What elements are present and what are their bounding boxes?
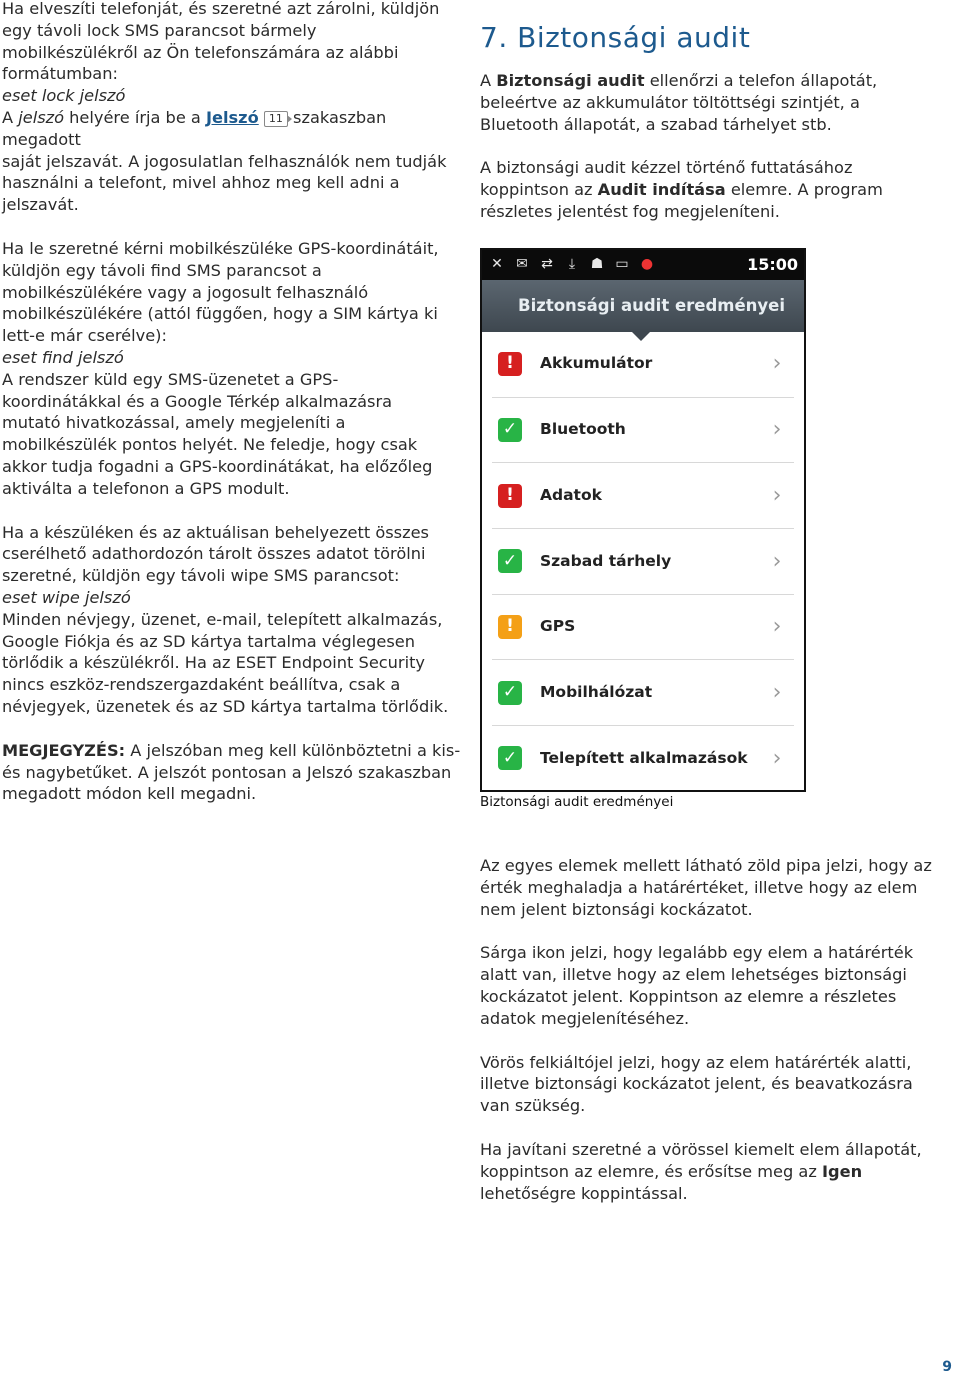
- find-command: eset find jelszó: [2, 347, 124, 367]
- text-fragment: koppintson az: [480, 180, 598, 200]
- text-line: küldjön egy távoli find SMS parancsot a: [2, 260, 322, 280]
- audit-item-label: Szabad tárhely: [540, 551, 672, 570]
- text-line: részletes jelentést fog megjeleníteni.: [480, 201, 780, 221]
- text-line: Ha le szeretné kérni mobilkészüléke GPS-koordinátáit,: [2, 238, 439, 258]
- figure-caption: Biztonsági audit eredményei: [480, 794, 674, 810]
- clock: 15:00: [747, 255, 798, 275]
- audit-item-label: Bluetooth: [540, 420, 626, 439]
- android-icon: ☗: [590, 256, 604, 273]
- red-alert-icon: !: [498, 352, 522, 376]
- audit-item-row[interactable]: [492, 529, 794, 595]
- text-line: illetve biztonsági kockázatot jelent, és beavatkozásra: [480, 1074, 913, 1094]
- chevron-right-icon: ›: [772, 745, 782, 771]
- red-explanation: [480, 1052, 940, 1117]
- yellow-explanation: [480, 942, 940, 1029]
- audit-item-row[interactable]: [492, 463, 794, 529]
- battery-alert-icon: ▭: [615, 256, 629, 273]
- audit-item-label: Telepített alkalmazások: [540, 748, 748, 767]
- text-line: nincs eszköz-rendszergazdaként beállítva, csak a: [2, 675, 401, 695]
- text-fragment: Audit indítása: [597, 180, 726, 200]
- audit-item-label: Akkumulátor: [540, 354, 653, 373]
- section-heading: 7. Biztonsági audit: [480, 21, 751, 54]
- text-fragment: szakaszban megadott: [2, 107, 387, 149]
- text-line: mobilkészülékére vagy a jogosult felhasználó: [2, 282, 369, 302]
- text-line: törlődik a készülékről. Ha az ESET Endpoint Security: [2, 653, 426, 673]
- text-line: Ha javítani szeretné a vörössel kiemelt elem állapotát,: [480, 1139, 922, 1159]
- text-line: formátumban:: [2, 64, 118, 84]
- text-line: és nagybetűket. A jelszót pontosan a Jelszó szakaszban: [2, 762, 452, 782]
- text-line: mobilkészülék pontos helyét. Ne feledje, hogy csak: [2, 435, 418, 455]
- missed-call-icon: ✕: [491, 256, 503, 273]
- text-fragment: ellenőrzi a telefon állapotát,: [644, 71, 878, 90]
- text-line: koordinátákkal és a Google Térkép alkalmazásra: [2, 391, 393, 411]
- text-line: mobilkészülékről az Ön telefonszámára az alábbi: [2, 42, 399, 62]
- text-line: saját jelszavát. A jogosulatlan felhasználók nem tudják: [2, 151, 447, 171]
- text-line: Google Fiókja és az SD kártya tartalma véglegesen: [2, 631, 416, 651]
- text-fragment: elemre. A program: [725, 180, 883, 200]
- text-line: alatt van, illetve hogy az elem lehetséges biztonsági: [480, 965, 907, 985]
- text-line: kockázatot jelent. Koppintson az elemre a részletes: [480, 986, 897, 1006]
- text-fragment: Biztonsági audit: [496, 71, 645, 90]
- audit-run-paragraph: [480, 157, 940, 222]
- chevron-right-icon: ›: [772, 482, 782, 508]
- text-line: Ha a készüléken és az aktuálisan behelyezett összes: [2, 522, 429, 542]
- lock-command: eset lock jelszó: [2, 86, 126, 106]
- wipe-paragraph: [2, 522, 462, 718]
- check-icon: ✓: [498, 418, 522, 442]
- page-number: 9: [942, 1359, 952, 1376]
- text-line: beleértve az akkumulátor töltöttségi szintjét, a: [480, 92, 860, 112]
- chevron-right-icon: ›: [772, 548, 782, 574]
- text-line: névjegyek, üzenetek és az SD kártya tartalma törlődik.: [2, 696, 449, 716]
- audit-item-label: Mobilhálózat: [540, 682, 653, 701]
- text-line: aktiválta a telefonon a GPS modult.: [2, 478, 290, 498]
- text-line: jelszavát.: [2, 195, 79, 215]
- text-fragment: helyére írja be a: [64, 107, 206, 127]
- text-fragment: A: [480, 71, 497, 90]
- text-line: érték meghaladja a határértéket, illetve hogy az elem: [480, 877, 918, 897]
- phone-screenshot: [480, 248, 806, 792]
- audit-results-list: [482, 332, 804, 792]
- text-fragment: A jelszóban meg kell különböztetni a kis-: [125, 740, 461, 760]
- check-icon: ✓: [498, 681, 522, 705]
- text-line: van szükség.: [480, 1096, 586, 1116]
- chevron-right-icon: ›: [772, 351, 782, 377]
- chevron-right-icon: ›: [772, 679, 782, 705]
- audit-item-row[interactable]: [492, 660, 794, 726]
- note-paragraph: [2, 740, 462, 805]
- chevron-right-icon: ›: [772, 417, 782, 443]
- text-line: egy távoli lock SMS parancsot bármely: [2, 20, 317, 40]
- text-line: szeretné, küldjön egy távoli wipe SMS parancsot:: [2, 566, 400, 586]
- audit-item-row[interactable]: [492, 726, 794, 792]
- usb-icon: ⇄: [541, 256, 553, 273]
- lock-intro: [2, 0, 462, 216]
- text-fragment: jelszó: [18, 107, 65, 127]
- audit-item-row[interactable]: [492, 595, 794, 661]
- text-fragment: Igen: [821, 1161, 863, 1181]
- text-fragment: koppintson az elemre, és erősítse meg az: [480, 1161, 822, 1181]
- text-line: lett-e már cserélve):: [2, 326, 167, 346]
- text-line: mobilkészülékére (attól függően, hogy a SIM kártya ki: [2, 304, 438, 324]
- right-column: [480, 20, 940, 223]
- text-line: Bluetooth állapotát, a szabad tárhelyet stb.: [480, 114, 832, 134]
- text-line: használni a telefont, mivel ahhoz meg kell adni a: [2, 173, 400, 193]
- check-icon: ✓: [498, 549, 522, 573]
- page-ref-badge[interactable]: 11: [264, 111, 288, 127]
- text-line: adatok megjelenítéséhez.: [480, 1008, 690, 1028]
- text-line: A biztonsági audit kézzel történő futtatásához: [480, 158, 853, 178]
- text-line: mutató hivatkozással, amely megjeleníti a: [2, 413, 346, 433]
- green-explanation: [480, 855, 940, 920]
- audit-item-label: Adatok: [540, 485, 602, 504]
- text-line: Minden névjegy, üzenet, e-mail, telepített alkalmazás,: [2, 609, 443, 629]
- fix-paragraph: [480, 1139, 940, 1204]
- note-label: MEGJEGYZÉS:: [2, 740, 126, 760]
- find-paragraph: [2, 238, 462, 500]
- jelszo-link[interactable]: Jelszó: [206, 107, 259, 127]
- text-line: Az egyes elemek mellett látható zöld pipa jelzi, hogy az: [480, 856, 932, 875]
- chevron-right-icon: ›: [772, 614, 782, 640]
- gmail-icon: ✉: [516, 256, 528, 273]
- left-column: [2, 0, 462, 805]
- check-icon: ✓: [498, 746, 522, 770]
- wipe-command: eset wipe jelszó: [2, 587, 131, 607]
- download-icon: ⤓: [568, 256, 576, 273]
- red-alert-icon: !: [498, 484, 522, 508]
- text-line: Vörös felkiáltójel jelzi, hogy az elem határérték alatti,: [480, 1052, 912, 1072]
- text-line: Sárga ikon jelzi, hogy legalább egy elem a határérték: [480, 943, 914, 963]
- text-line: A rendszer küld egy SMS-üzenetet a GPS-: [2, 369, 339, 389]
- audit-item-row[interactable]: [492, 332, 794, 398]
- text-line: lehetőségre koppintással.: [480, 1183, 688, 1203]
- text-line: cserélhető adathordozón tárolt összes adatot törölni: [2, 544, 426, 564]
- text-line: Ha elveszíti telefonját, és szeretné azt zárolni, küldjön: [2, 0, 440, 18]
- text-fragment: A: [2, 107, 19, 127]
- alert-icon: ●: [640, 256, 654, 273]
- text-line: nem jelent biztonsági kockázatot.: [480, 899, 753, 919]
- phone-title-bar: Biztonsági audit eredményei: [482, 280, 804, 332]
- phone-status-bar: [482, 250, 804, 280]
- audit-intro: [480, 70, 940, 135]
- audit-item-label: GPS: [540, 617, 576, 636]
- yellow-alert-icon: !: [498, 615, 522, 639]
- text-line: megadott módon kell megadni.: [2, 784, 257, 804]
- legend-explanations: [480, 855, 940, 1204]
- audit-item-row[interactable]: [492, 398, 794, 464]
- text-line: akkor tudja fogadni a GPS-koordinátákat, ha előzőleg: [2, 456, 433, 476]
